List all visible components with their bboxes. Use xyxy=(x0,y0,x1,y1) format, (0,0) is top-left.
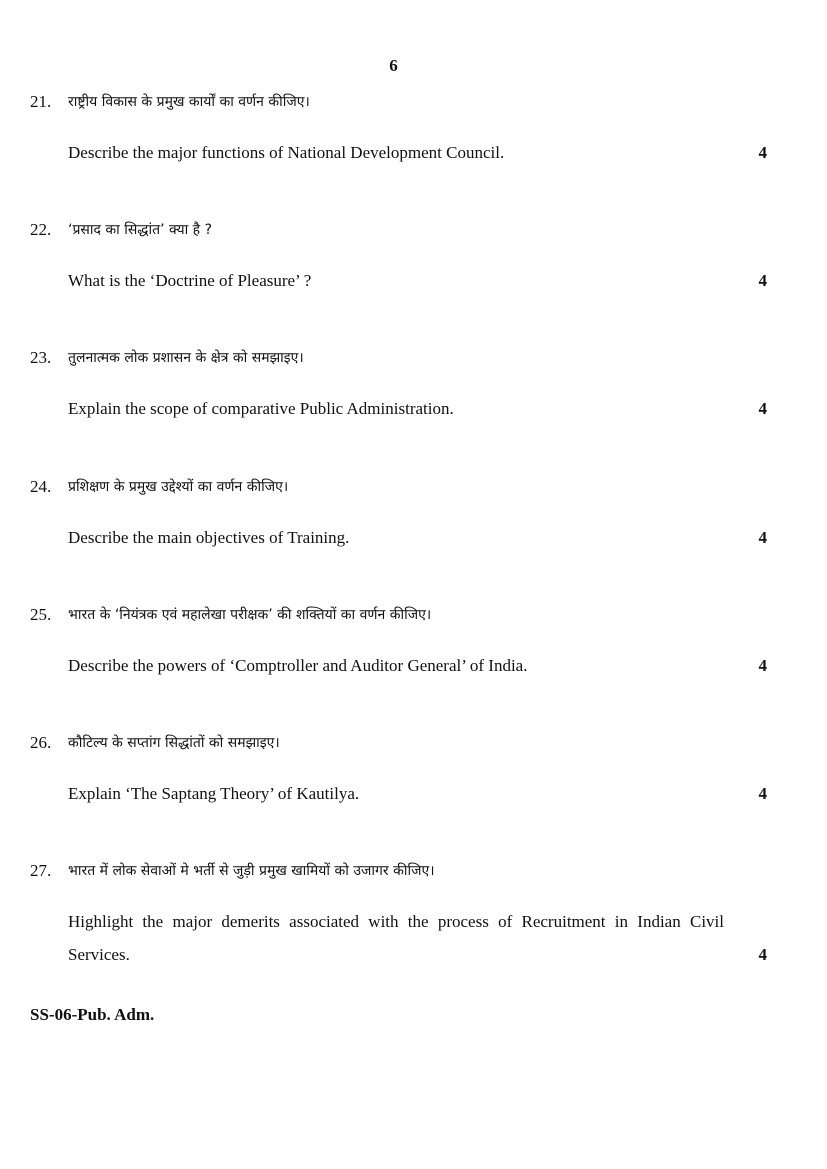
question-text-hindi: कौटिल्य के सप्तांग सिद्धांतों को समझाइए। xyxy=(68,735,280,751)
question-number: 24. xyxy=(30,477,52,496)
question-number: 21. xyxy=(30,92,52,111)
question-marks: 4 xyxy=(758,656,767,675)
question-text-english: What is the ‘Doctrine of Pleasure’ ? xyxy=(68,271,312,290)
question-text-english: Describe the powers of ‘Comptroller and Auditor General’ of India. xyxy=(68,656,528,675)
question-text-english: Describe the main objectives of Training. xyxy=(68,528,350,547)
question-marks: 4 xyxy=(758,945,767,964)
question-text-hindi: भारत के ‘नियंत्रक एवं महालेखा परीक्षक’ की शक्तियों का वर्णन कीजिए। xyxy=(68,607,432,623)
question-text-english: Explain the scope of comparative Public Administration. xyxy=(68,399,454,418)
question-marks: 4 xyxy=(758,143,767,162)
question-number: 26. xyxy=(30,733,52,752)
question-marks: 4 xyxy=(758,784,767,803)
question-text-hindi: प्रशिक्षण के प्रमुख उद्देश्यों का वर्णन कीजिए। xyxy=(68,479,289,495)
paper-code: SS-06-Pub. Adm. xyxy=(30,1005,155,1024)
question-text-hindi: ‘प्रसाद का सिद्धांत’ क्या है ? xyxy=(68,222,213,238)
question-marks: 4 xyxy=(758,399,767,418)
question-number: 22. xyxy=(30,220,52,239)
question-text-english: Explain ‘The Saptang Theory’ of Kautilya. xyxy=(68,784,360,803)
question-marks: 4 xyxy=(758,528,767,547)
question-text-hindi: राष्ट्रीय विकास के प्रमुख कार्यों का वर्णन कीजिए। xyxy=(68,94,310,110)
question-text-hindi: तुलनात्मक लोक प्रशासन के क्षेत्र को समझाइए। xyxy=(68,350,304,366)
question-number: 27. xyxy=(30,861,52,880)
page-number: 6 xyxy=(389,56,398,75)
question-text-english: Highlight the major demerits associated with the process of Recruitment in Indian Civil Services. xyxy=(68,912,724,964)
question-number: 23. xyxy=(30,348,52,367)
question-number: 25. xyxy=(30,605,52,624)
question-text-hindi: भारत में लोक सेवाओं मे भर्ती से जुड़ी प्रमुख खामियों को उजागर कीजिए। xyxy=(68,863,435,879)
question-marks: 4 xyxy=(758,271,767,290)
question-text-english: Describe the major functions of National Development Council. xyxy=(68,143,505,162)
